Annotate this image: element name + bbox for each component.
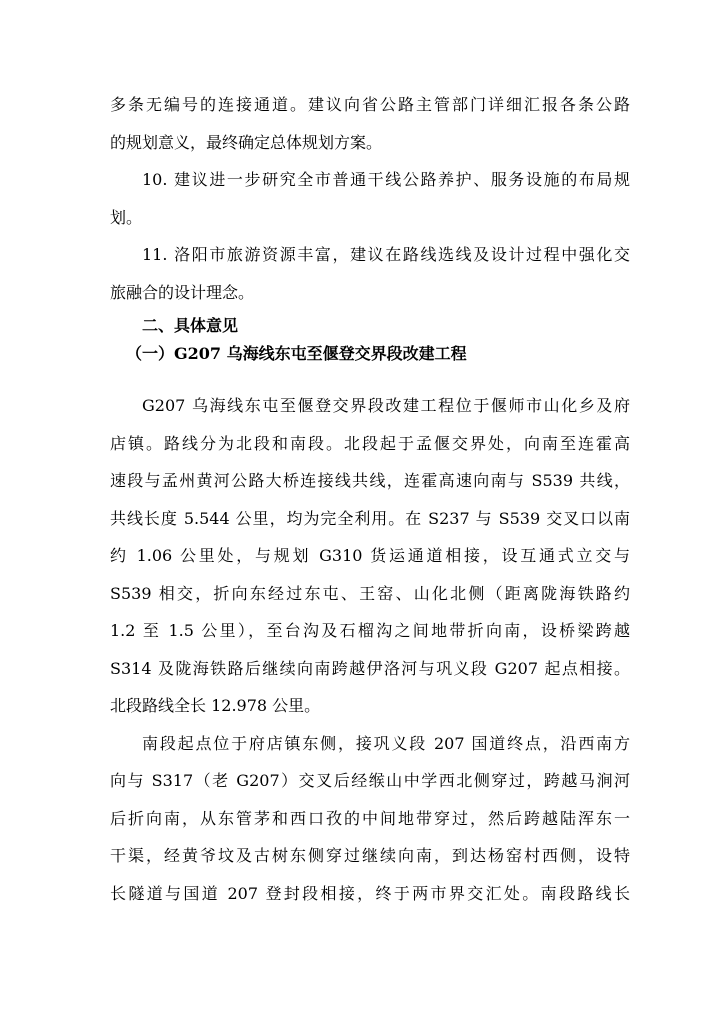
text-line: 速段与孟州黄河公路大桥连接线共线，连霍高速向南与 S539 共线， — [110, 471, 630, 490]
text-line: 1.2 至 1.5 公里），至台沟及石榴沟之间地带折向南，设桥梁跨越 — [110, 621, 630, 640]
text-line: 南段起点位于府店镇东侧，接巩义段 207 国道终点，沿西南方 — [142, 733, 630, 753]
text-line: 11. 洛阳市旅游资源丰富，建议在路线选线及设计过程中强化交 — [142, 245, 630, 264]
text-line: 旅融合的设计理念。 — [110, 282, 255, 302]
text-line: 北段路线全长 12.978 公里。 — [110, 696, 321, 715]
list-item-11 — [110, 236, 630, 311]
text-line: 的规划意义，最终确定总体规划方案。 — [110, 132, 383, 152]
paragraph-south-section — [110, 725, 630, 913]
subsection-heading: （一）G207 乌海线东屯至偃登交界段改建工程 — [126, 344, 467, 363]
text-line: 长隧道与国道 207 登封段相接，终于两市界交汇处。南段路线长 — [110, 883, 630, 903]
text-line: 干渠，经黄爷坟及古树东侧穿过继续向南，到达杨窑村西侧，设特 — [110, 846, 630, 865]
text-line: 店镇。路线分为北段和南段。北段起于孟偃交界处，向南至连霍高 — [110, 433, 630, 453]
text-line: 多条无编号的连接通道。建议向省公路主管部门详细汇报各条公路 — [110, 95, 630, 114]
section-heading: 二、具体意见 — [142, 316, 239, 335]
intro-paragraph — [110, 86, 630, 161]
text-line: 共线长度 5.544 公里，均为完全利用。在 S237 与 S539 交叉口以南 — [110, 508, 630, 528]
text-line: 约 1.06 公里处，与规划 G310 货运通道相接，设互通式立交与 — [110, 546, 630, 565]
paragraph-north-section — [110, 387, 630, 725]
text-line: G207 乌海线东屯至偃登交界段改建工程位于偃师市山化乡及府 — [142, 396, 630, 415]
text-line: 向与 S317（老 G207）交叉后经缑山中学西北侧穿过，跨越马涧河 — [110, 771, 630, 790]
text-line: 划。 — [110, 207, 143, 227]
text-line: 10. 建议进一步研究全市普通干线公路养护、服务设施的布局规 — [142, 170, 630, 189]
text-line: 后折向南，从东管茅和西口孜的中间地带穿过，然后跨越陆浑东一 — [110, 808, 630, 828]
text-line: S314 及陇海铁路后继续向南跨越伊洛河与巩义段 G207 起点相接。 — [110, 658, 630, 678]
document-page — [110, 86, 630, 912]
text-line: S539 相交，折向东经过东屯、王窑、山化北侧（距离陇海铁路约 — [110, 583, 630, 603]
list-item-10 — [110, 161, 630, 236]
